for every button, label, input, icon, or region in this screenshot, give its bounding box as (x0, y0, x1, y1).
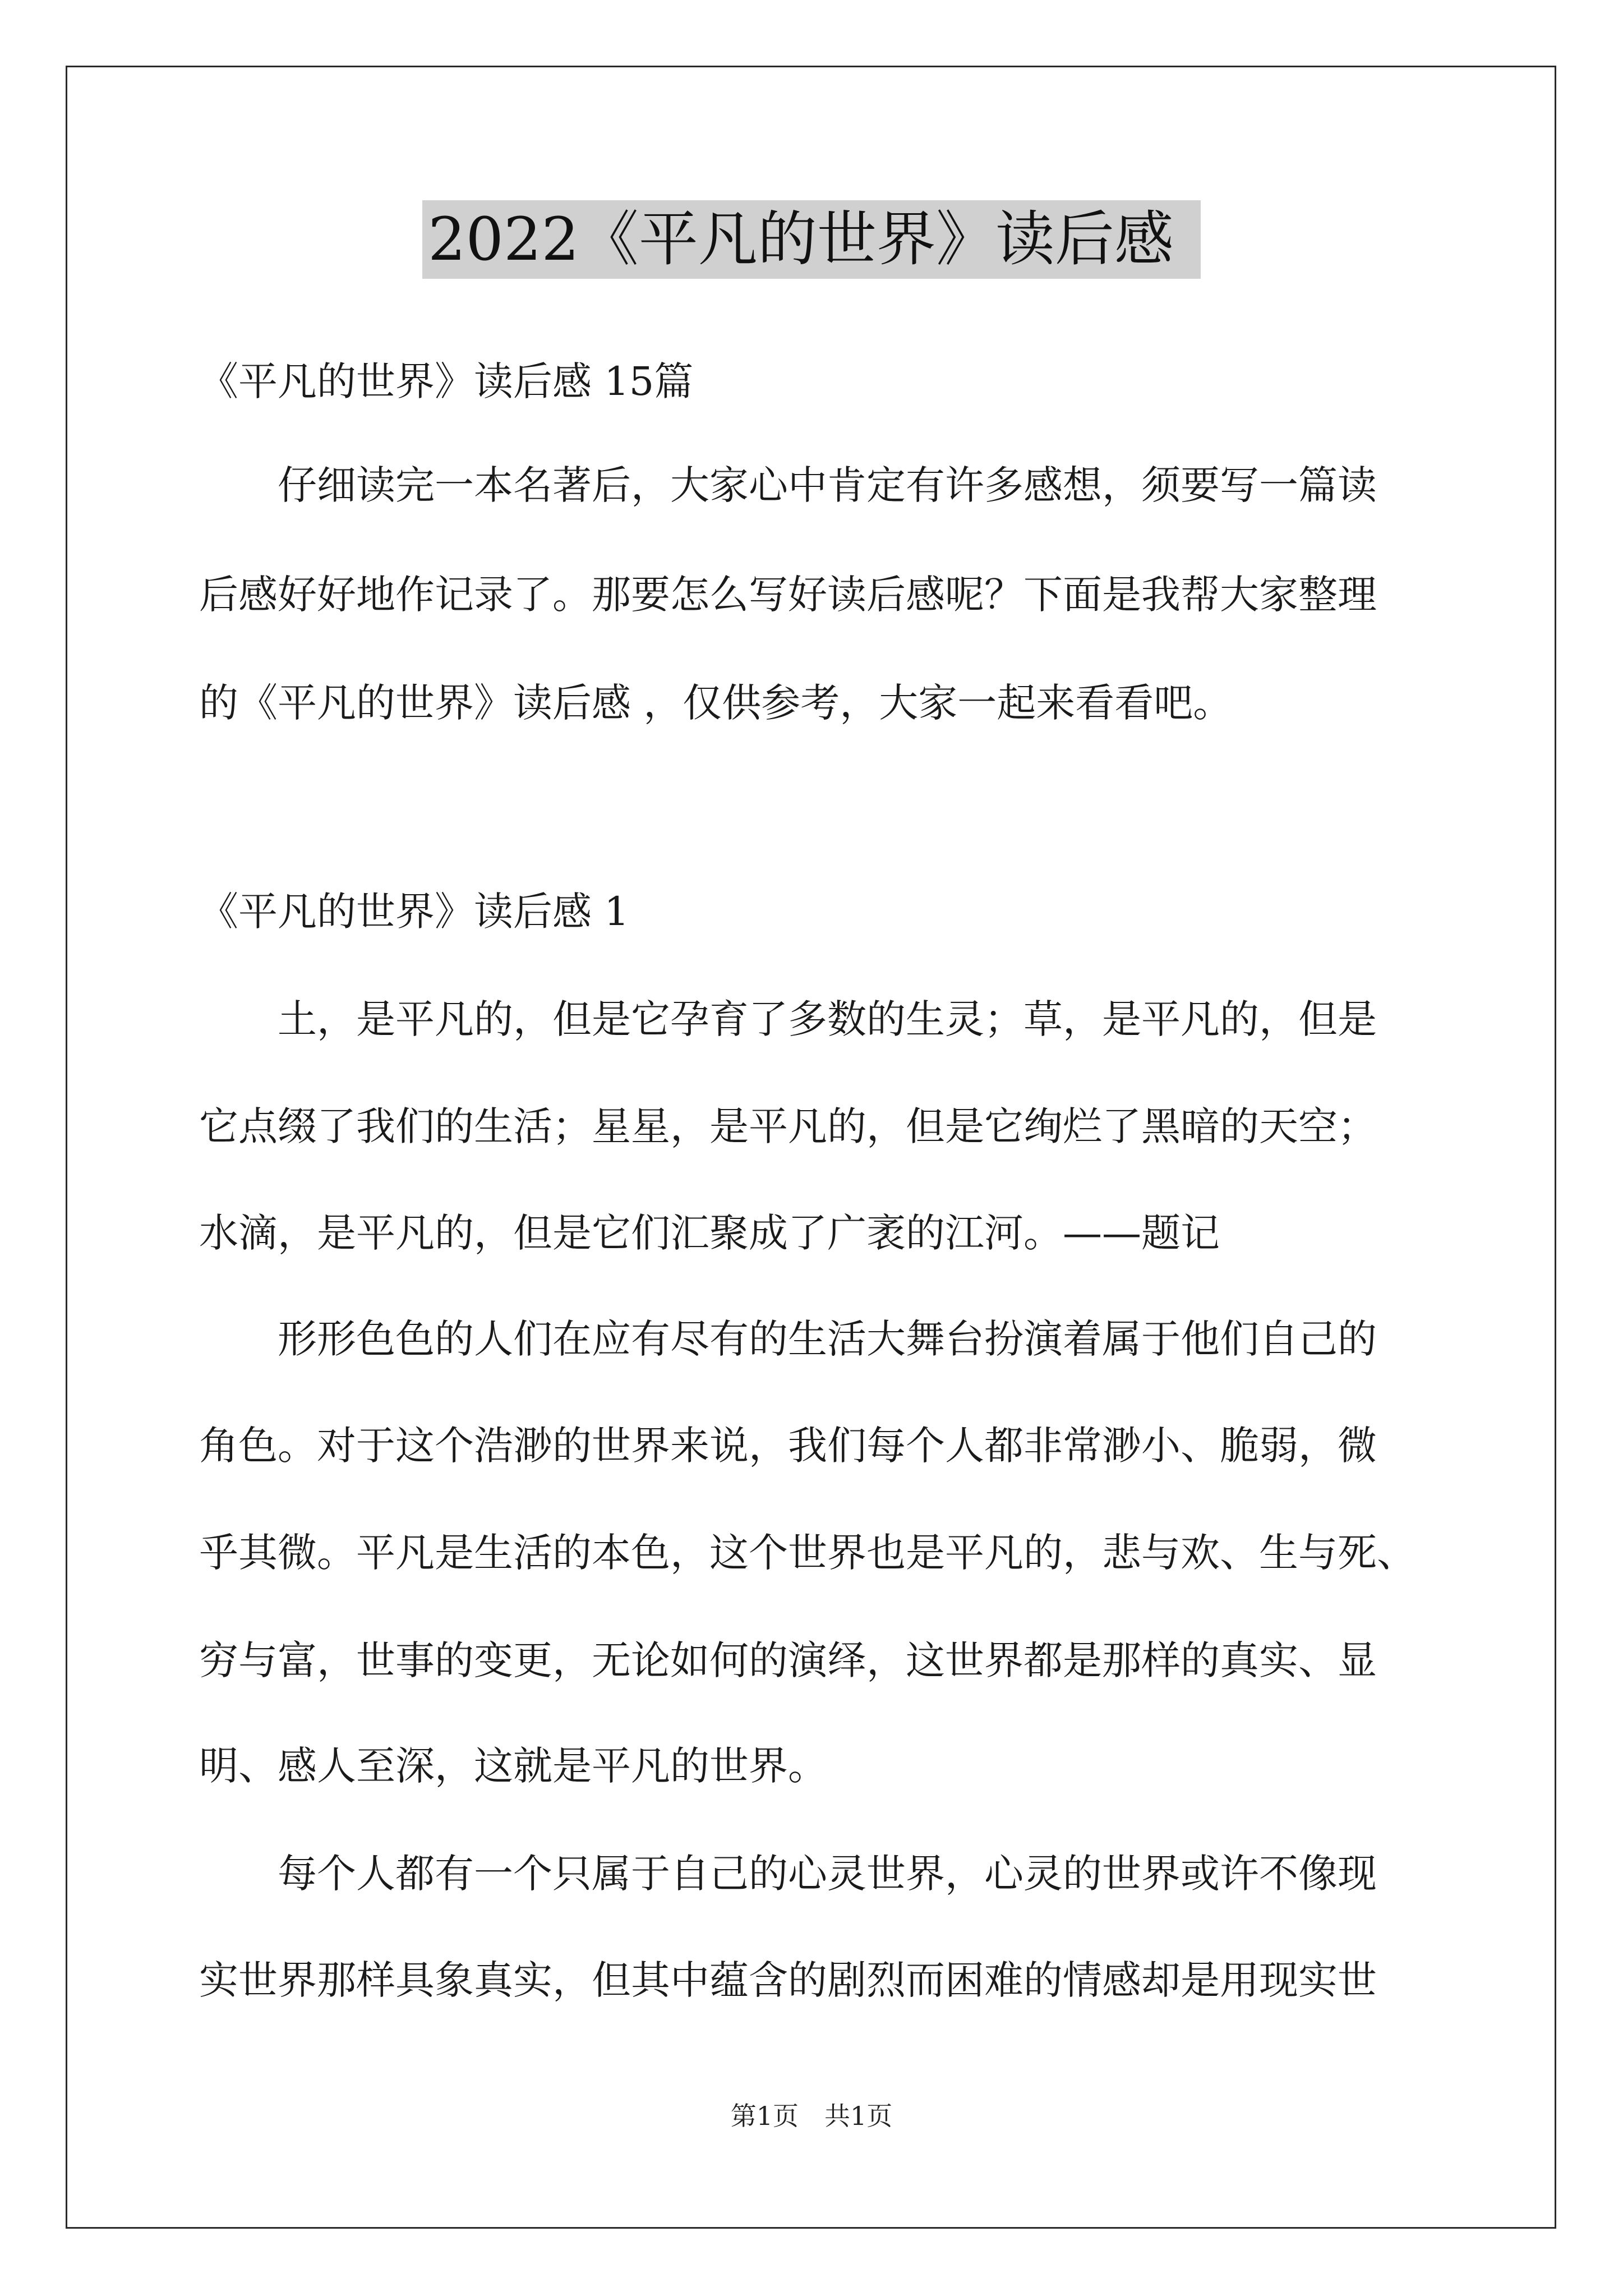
paragraph-line: 形形色色的人们在应有尽有的生活大舞台扮演着属于他们自己的 (199, 1316, 1377, 1362)
document-title: 2022《平凡的世界》读后感 (422, 200, 1201, 279)
paragraph-line: 土，是平凡的，但是它孕育了多数的生灵；草，是平凡的，但是 (199, 996, 1377, 1042)
paragraph-line: 的《平凡的世界》读后感 ，仅供参考，大家一起来看看吧。 (199, 680, 1233, 726)
paragraph-line: 水滴，是平凡的，但是它们汇聚成了广袤的江河。——题记 (199, 1210, 1220, 1256)
section-heading: 《平凡的世界》读后感 1 (199, 889, 629, 935)
paragraph-line: 实世界那样具象真实，但其中蕴含的剧烈而困难的情感却是用现实世 (199, 1957, 1377, 2003)
paragraph-line: 穷与富，世事的变更，无论如何的演绎，这世界都是那样的真实、显 (199, 1637, 1377, 1683)
paragraph-line: 明、感人至深，这就是平凡的世界。 (199, 1743, 827, 1789)
subtitle: 《平凡的世界》读后感 15篇 (199, 358, 694, 404)
title-container (0, 200, 1623, 279)
paragraph-line: 角色。对于这个浩渺的世界来说，我们每个人都非常渺小、脆弱，微 (199, 1423, 1377, 1469)
paragraph-line: 仔细读完一本名著后，大家心中肯定有许多感想，须要写一篇读 (199, 462, 1377, 508)
page-footer: 第1页 共1页 (730, 2101, 893, 2131)
paragraph-line: 后感好好地作记录了。那要怎么写好读后感呢？下面是我帮大家整理 (199, 572, 1377, 618)
paragraph-line: 它点缀了我们的生活；星星，是平凡的，但是它绚烂了黑暗的天空； (199, 1103, 1377, 1149)
paragraph-line: 每个人都有一个只属于自己的心灵世界，心灵的世界或许不像现 (199, 1851, 1377, 1897)
paragraph-line: 乎其微。平凡是生活的本色，这个世界也是平凡的，悲与欢、生与死、 (199, 1530, 1416, 1576)
